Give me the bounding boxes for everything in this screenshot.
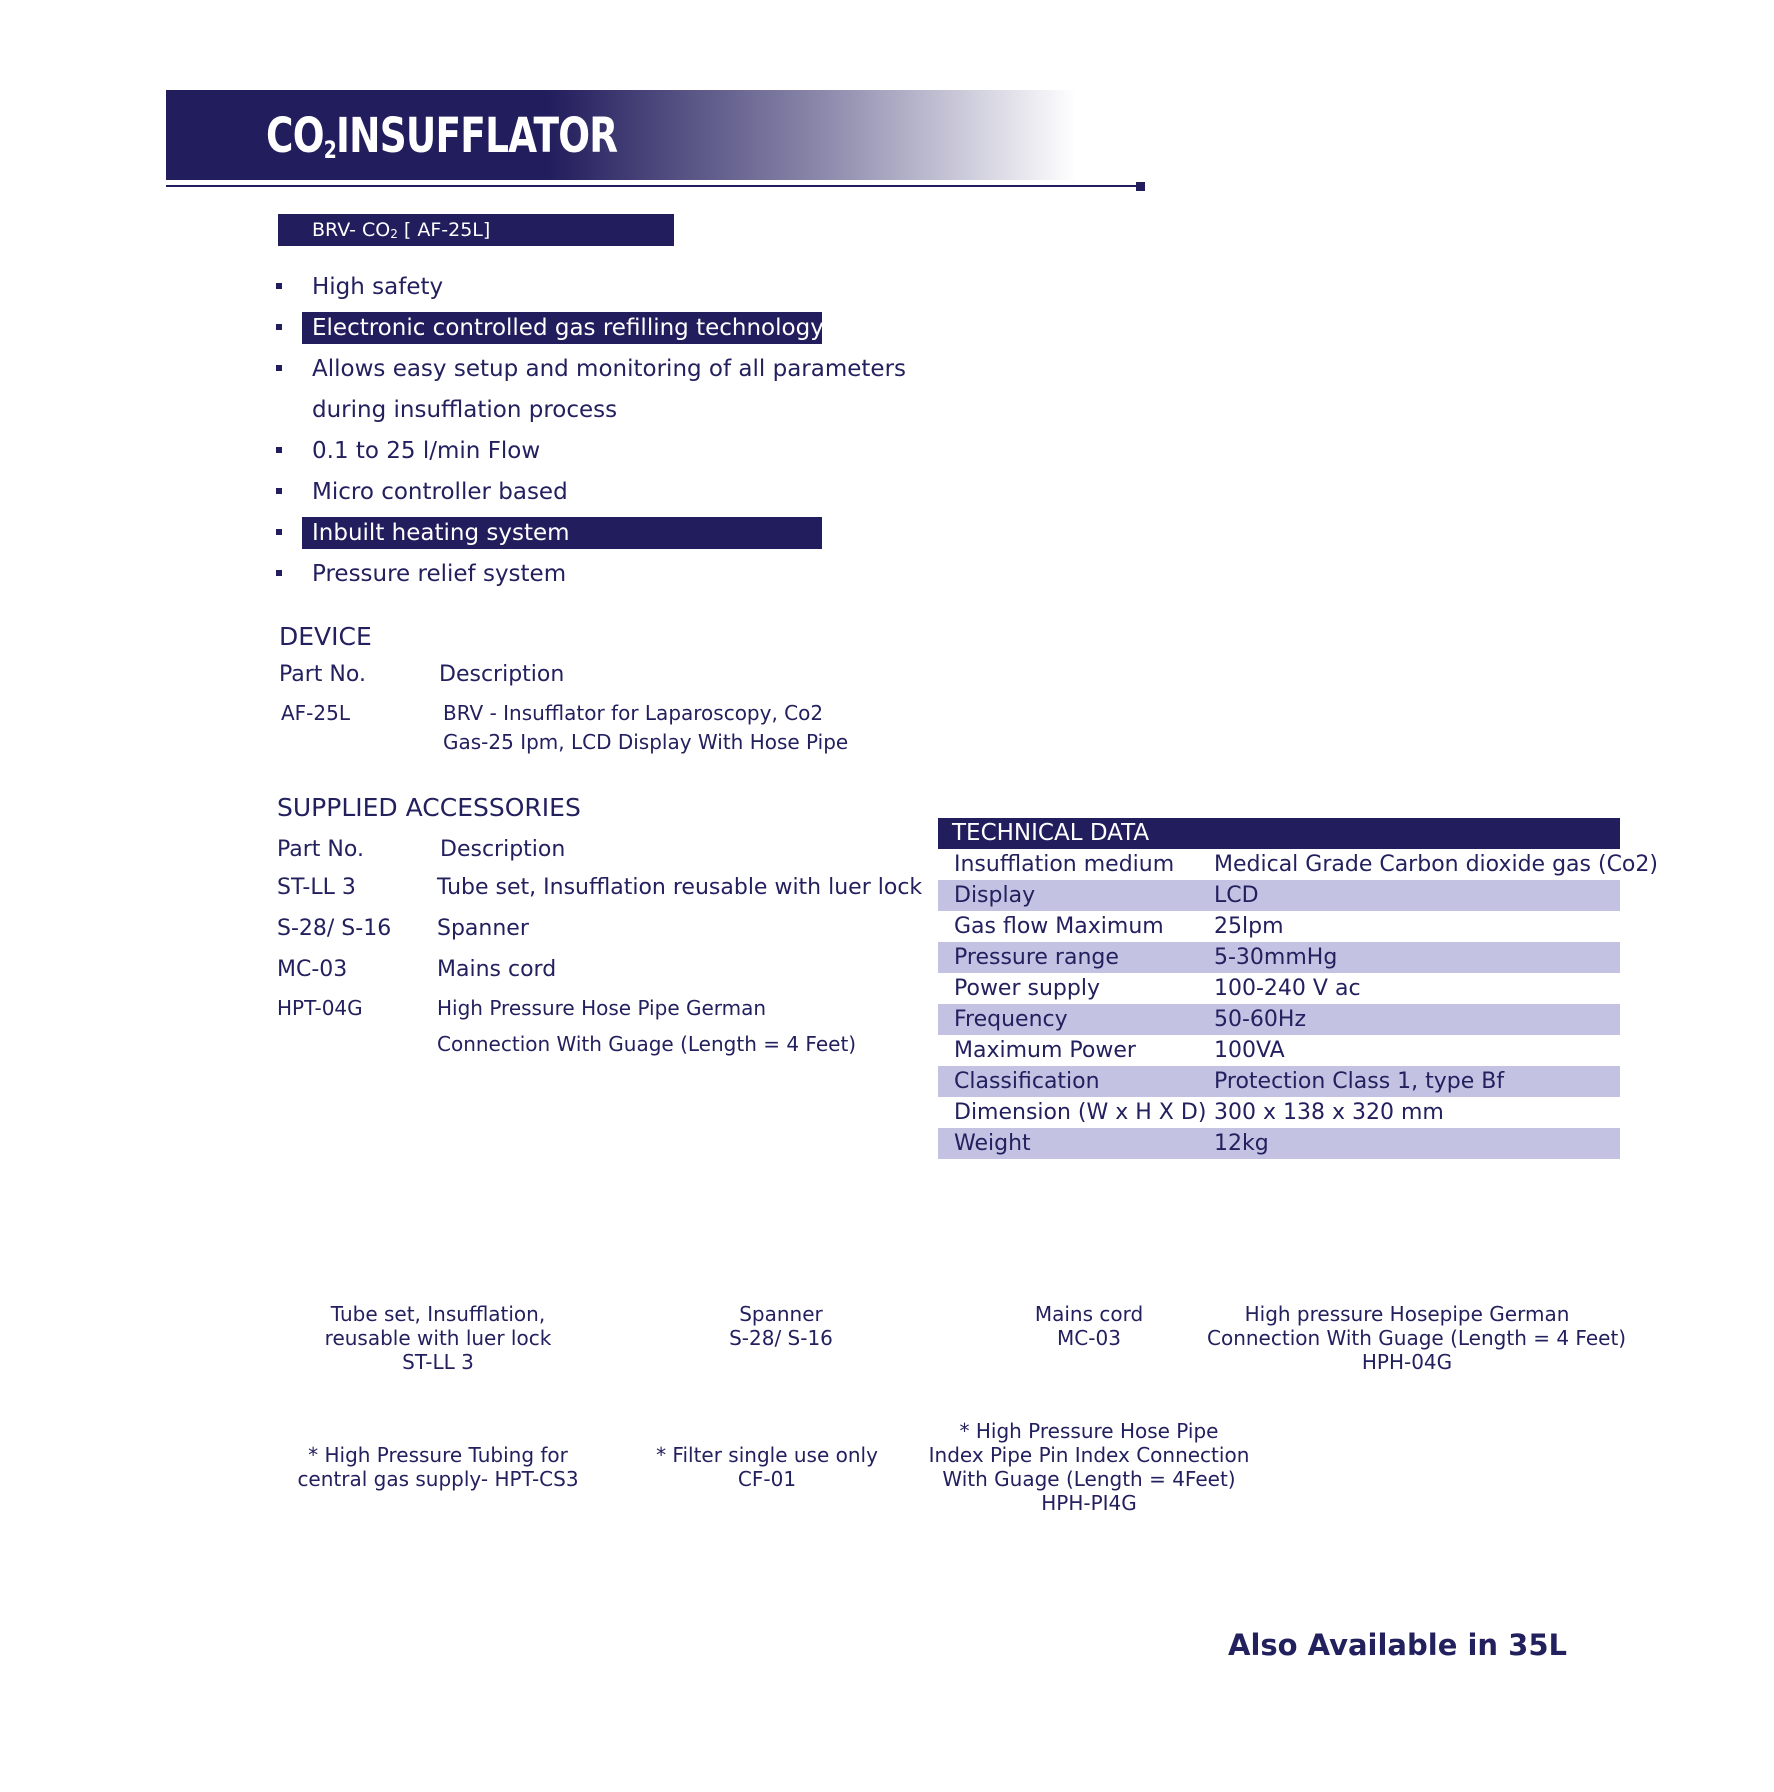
bullet-icon: [276, 447, 282, 453]
device-desc-line1: BRV - Insufflator for Laparoscopy, Co2: [443, 701, 824, 725]
technical-data-table: [938, 818, 1658, 1159]
accessory-desc: Tube set, Insufflation reusable with luer lock: [437, 875, 923, 900]
tech-key: Dimension (W x H X D): [954, 1100, 1207, 1125]
accessories-heading: SUPPLIED ACCESSORIES: [277, 793, 581, 822]
tech-row: [938, 849, 1658, 880]
tech-value: 12kg: [1214, 1131, 1269, 1156]
tech-row: [938, 1097, 1620, 1128]
tech-row: [938, 942, 1620, 973]
bullet-icon: [276, 488, 282, 494]
caption-pin-index-hose: * High Pressure Hose Pipe Index Pipe Pin Index Connection With Guage (Length = 4Feet) HPH-PI4G: [928, 1419, 1250, 1515]
tech-value: 100VA: [1214, 1038, 1285, 1063]
tech-row: [938, 1128, 1620, 1159]
tech-row: [938, 911, 1620, 942]
tech-row: [938, 880, 1620, 911]
tech-key: Display: [954, 883, 1036, 908]
tech-value: 50-60Hz: [1214, 1007, 1307, 1032]
device-part: AF-25L: [281, 701, 350, 725]
header-rule-end: [1136, 182, 1145, 191]
tech-key: Classification: [954, 1069, 1100, 1094]
accessory-desc-line2: Connection With Guage (Length = 4 Feet): [437, 1032, 857, 1056]
tech-key: Maximum Power: [954, 1038, 1136, 1063]
device-heading: DEVICE: [279, 622, 372, 651]
accessory-part: S-28/ S-16: [277, 916, 392, 941]
tech-value: 100-240 V ac: [1214, 976, 1361, 1001]
header-rule: [166, 185, 1143, 187]
caption-mains-cord: Mains cord MC-03: [1034, 1302, 1144, 1350]
tech-value: Protection Class 1, type Bf: [1214, 1069, 1505, 1094]
tech-key: Pressure range: [954, 945, 1119, 970]
tech-key: Power supply: [954, 976, 1100, 1001]
accessories-col-part: Part No.: [277, 837, 364, 862]
device-col-part: Part No.: [279, 662, 366, 687]
tech-key: Weight: [954, 1131, 1031, 1156]
tech-key: Insufflation medium: [954, 852, 1175, 877]
title-banner: [166, 90, 1076, 180]
bullet-icon: [276, 365, 282, 371]
model-badge: BRV- $CO_2$ [ AF-25L]: [278, 214, 674, 246]
tech-value: LCD: [1214, 883, 1259, 908]
caption-tube-set: Tube set, Insufflation, reusable with luer lock ST-LL 3: [324, 1302, 552, 1374]
bullet-icon: [276, 283, 282, 289]
tech-value: 5-30mmHg: [1214, 945, 1338, 970]
tech-key: Gas flow Maximum: [954, 914, 1164, 939]
bullet-icon: [276, 324, 282, 330]
accessory-part: MC-03: [277, 957, 348, 982]
tech-key: Frequency: [954, 1007, 1068, 1032]
tech-value: Medical Grade Carbon dioxide gas (Co2): [1214, 852, 1658, 877]
also-available-note: Also Available in 35L: [1228, 1628, 1567, 1662]
accessory-part: HPT-04G: [277, 996, 363, 1020]
caption-filter: * Filter single use only CF-01: [656, 1443, 878, 1491]
page-title: $CO_2INSUFFLATOR$: [266, 108, 618, 164]
bullet-icon: [276, 529, 282, 535]
tech-row: [938, 1004, 1620, 1035]
bullet-icon: [276, 570, 282, 576]
accessory-desc: High Pressure Hose Pipe German: [437, 996, 767, 1020]
accessories-col-desc: Description: [440, 837, 566, 862]
tech-row: [938, 1035, 1620, 1066]
accessory-part: ST-LL 3: [277, 875, 356, 900]
caption-tubing-central-gas: * High Pressure Tubing for central gas supply- HPT-CS3: [297, 1443, 579, 1491]
accessory-desc: Spanner: [437, 916, 529, 941]
caption-spanner: Spanner S-28/ S-16: [729, 1302, 833, 1350]
tech-value: 300 x 138 x 320 mm: [1214, 1100, 1444, 1125]
tech-row: [938, 973, 1620, 1004]
tech-value: 25lpm: [1214, 914, 1284, 939]
technical-data-heading: TECHNICAL DATA: [938, 818, 1620, 849]
device-col-desc: Description: [439, 662, 565, 687]
accessory-desc: Mains cord: [437, 957, 557, 982]
tech-row: [938, 1066, 1620, 1097]
caption-hose-pipe: High pressure Hosepipe German Connection With Guage (Length = 4 Feet) HPH-04G: [1207, 1302, 1627, 1374]
device-desc-line2: Gas-25 Ipm, LCD Display With Hose Pipe: [443, 730, 849, 754]
